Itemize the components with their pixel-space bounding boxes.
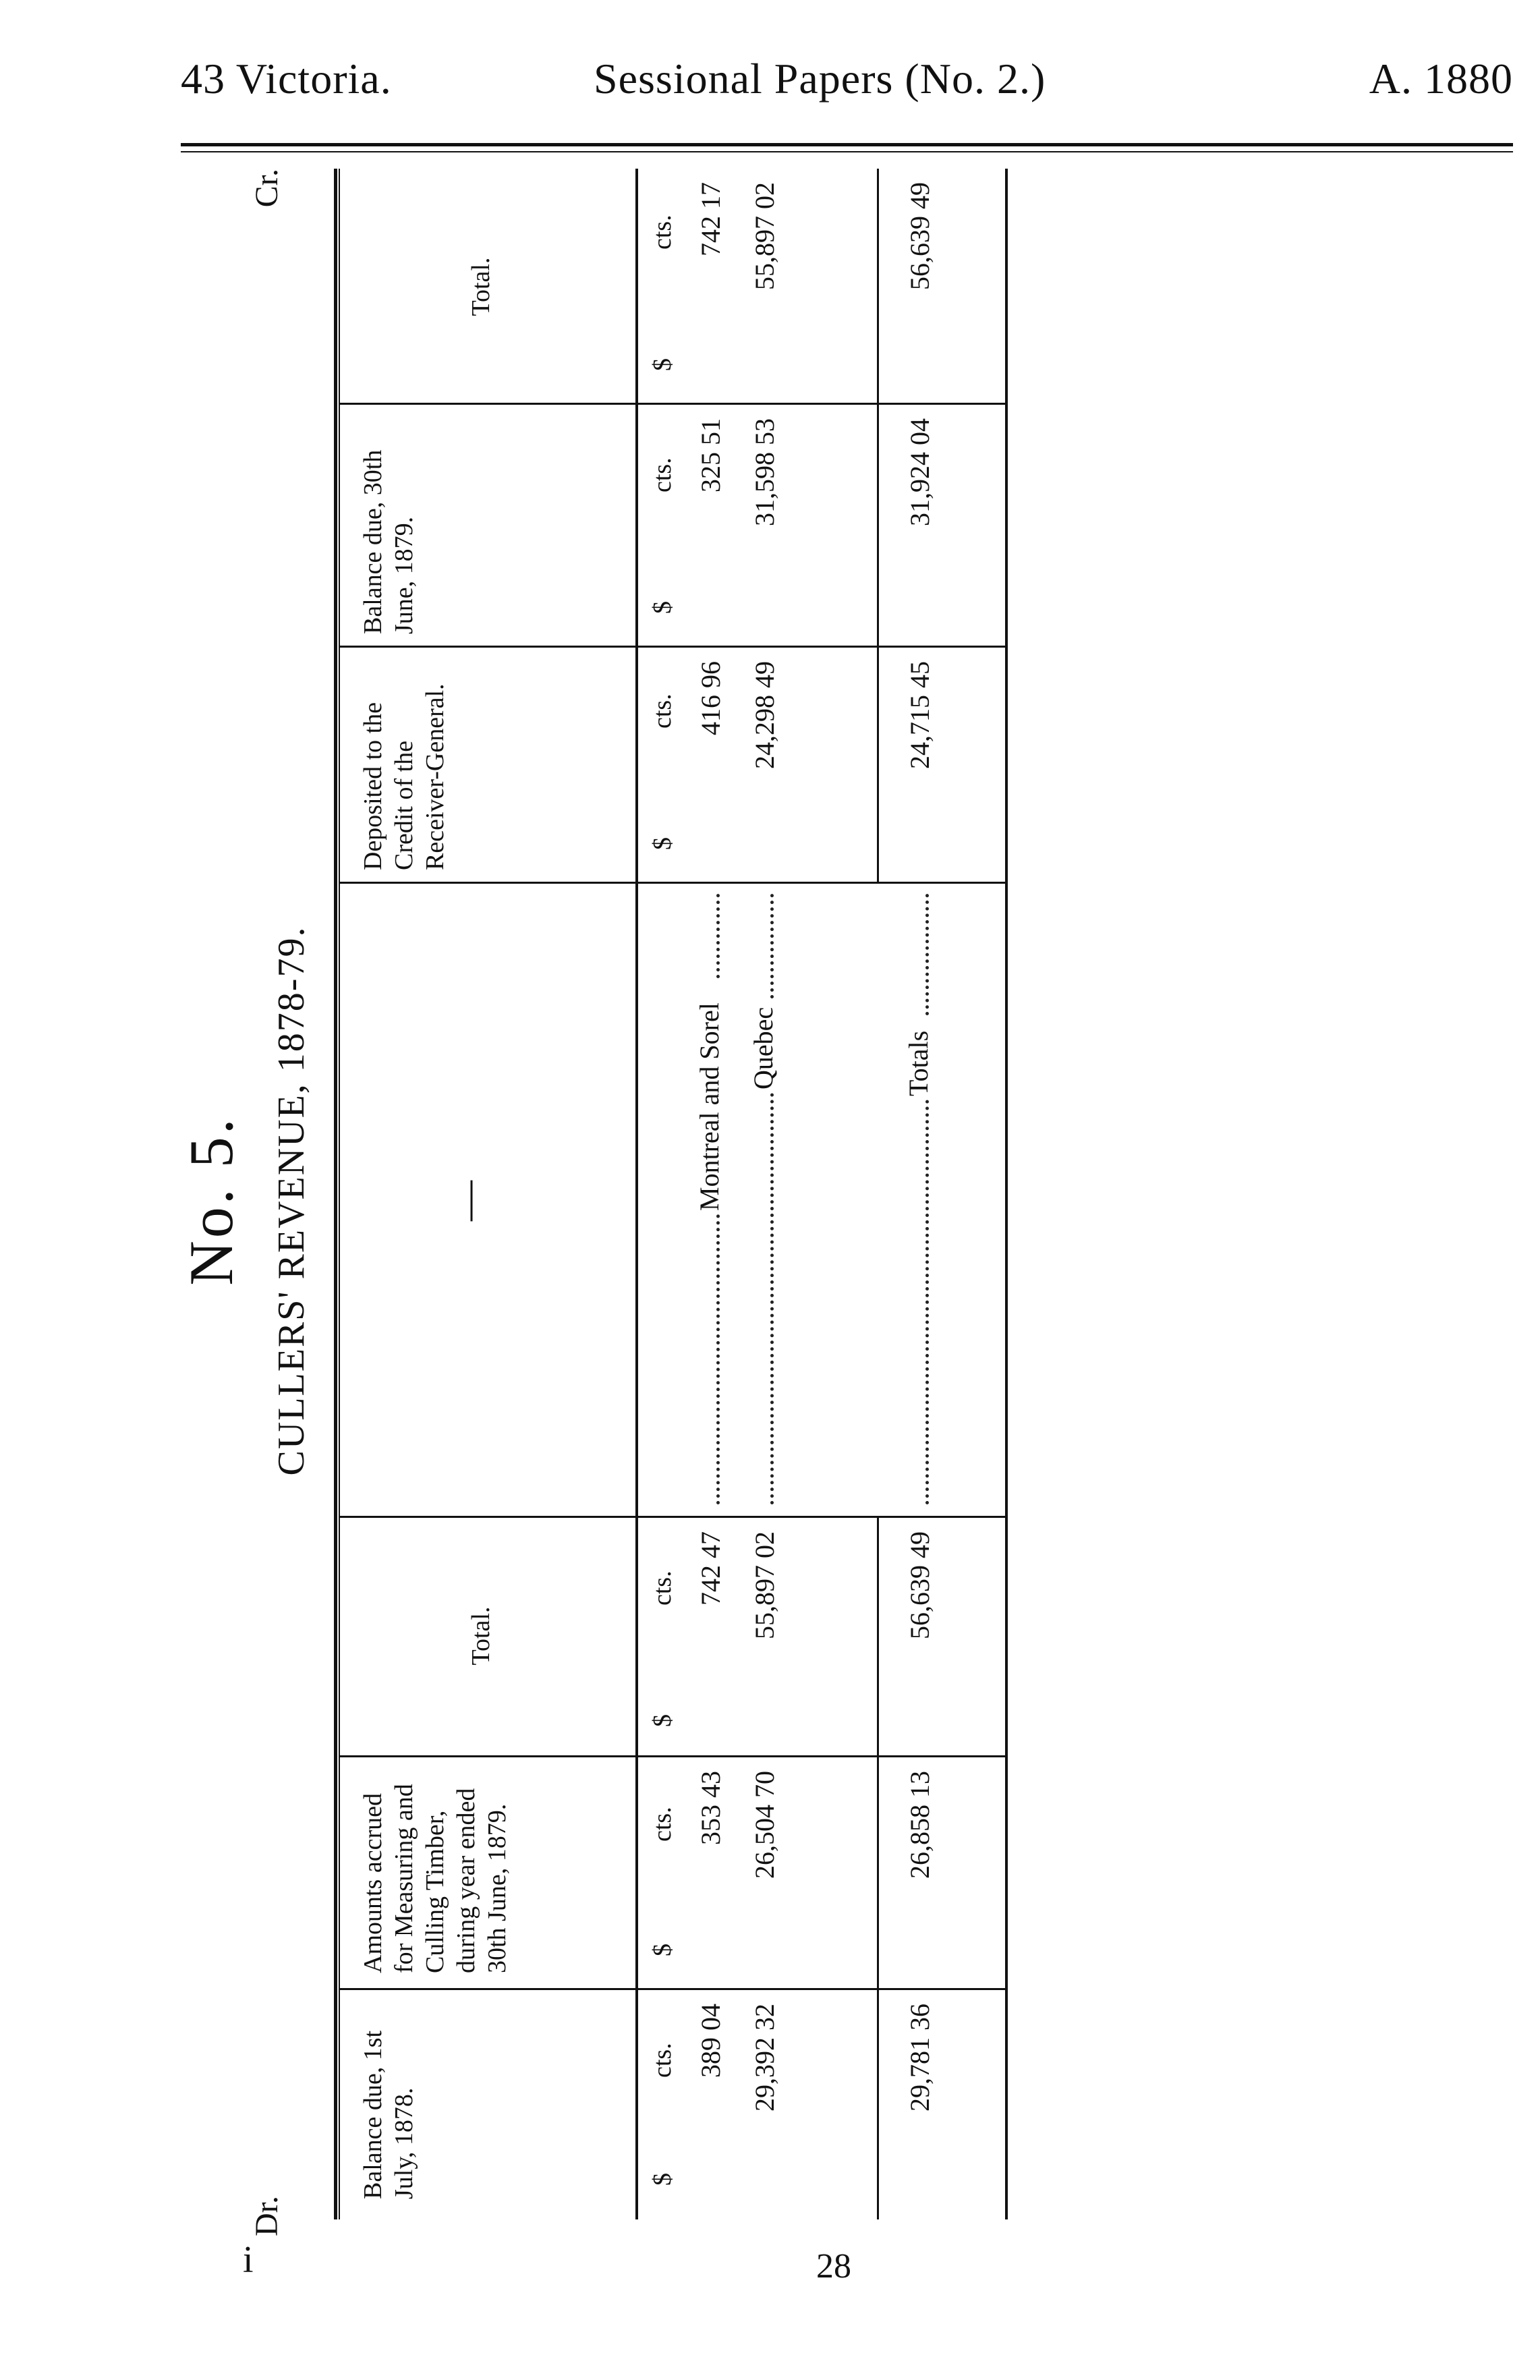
unit-dollar: $ (648, 358, 677, 371)
totals-rule-right (877, 169, 879, 884)
header-bottom-rule (635, 169, 638, 2219)
unit-cents: cts. (648, 1570, 677, 1606)
unit-cents: cts. (648, 1807, 677, 1842)
cell-montreal-balance-july: 389 04 (695, 2004, 726, 2078)
unit-dollar: $ (648, 601, 677, 614)
unit-dollar: $ (648, 2173, 677, 2186)
col-sep-1 (340, 1988, 1005, 1990)
row-label-quebec: Quebec (748, 1007, 778, 1089)
col-header-amounts-accrued: Amounts accrued for Measuring and Culling Timber, during year ended 30th June, 1879. (359, 1784, 511, 1973)
table-top-rule (334, 169, 337, 2219)
col-sep-2 (340, 1755, 1005, 1757)
leader-dots (770, 894, 774, 998)
cell-quebec-deposited: 24,298 49 (749, 661, 780, 769)
cell-montreal-accrued: 353 43 (695, 1771, 726, 1845)
cell-quebec-accrued: 26,504 70 (749, 1771, 780, 1879)
cell-totals-dr-total: 56,639 49 (905, 1531, 935, 1639)
unit-dollar: $ (648, 1714, 677, 1727)
cell-quebec-dr-total: 55,897 02 (749, 1531, 780, 1639)
header-sessional-papers: Sessional Papers (No. 2.) (594, 55, 1046, 103)
col-header-deposited: Deposited to the Credit of the Receiver-General. (359, 683, 449, 870)
unit-cents: cts. (648, 2043, 677, 2078)
row-label-totals: Totals (903, 1030, 934, 1096)
col-header-balance-1st-july: Balance due, 1st July, 1878. (359, 2030, 418, 2199)
leader-dots (716, 894, 720, 978)
cell-totals-deposited: 24,715 45 (905, 661, 935, 769)
dr-label: Dr. (249, 2196, 285, 2236)
unit-dollar: $ (648, 837, 677, 850)
cr-label: Cr. (249, 169, 285, 208)
rotated-table-page (169, 162, 1025, 2240)
page-number: 28 (816, 2247, 851, 2286)
col-sep-4 (340, 882, 1005, 884)
row-label-montreal: Montreal and Sorel (694, 1002, 724, 1211)
unit-cents: cts. (648, 215, 677, 250)
cell-quebec-balance-june: 31,598 53 (749, 418, 780, 526)
table-bottom-rule (1005, 169, 1008, 2219)
document-number: No. 5. (177, 1116, 246, 1286)
leader-dots (925, 894, 929, 1015)
table-top-rule-thin (339, 169, 340, 2219)
leader-dots (770, 1093, 774, 1504)
col-header-balance-30th-june: Balance due, 30th June, 1879. (359, 449, 418, 634)
cell-montreal-dr-total: 742 47 (695, 1531, 726, 1606)
leader-dots (925, 1100, 929, 1504)
cell-quebec-cr-total: 55,897 02 (749, 182, 780, 290)
cell-totals-balance-june: 31,924 04 (905, 418, 935, 526)
col-sep-6 (340, 403, 1005, 405)
unit-cents: cts. (648, 693, 677, 729)
header-volume: 43 Victoria. (181, 55, 392, 103)
header-rule-thick (181, 143, 1513, 146)
cell-montreal-cr-total: 742 17 (695, 182, 726, 256)
cell-quebec-balance-july: 29,392 32 (749, 2004, 780, 2112)
col-sep-5 (340, 646, 1005, 648)
col-header-dr-total: Total. (467, 1606, 495, 1666)
leader-dots (716, 1214, 720, 1504)
cell-montreal-deposited: 416 96 (695, 661, 726, 735)
unit-cents: cts. (648, 457, 677, 492)
cell-totals-balance-july: 29,781 36 (905, 2004, 935, 2112)
cell-montreal-balance-june: 325 51 (695, 418, 726, 492)
cell-totals-cr-total: 56,639 49 (905, 182, 935, 290)
document-title: CULLERS' REVENUE, 1878-79. (270, 926, 312, 1476)
header-year: A. 1880 (1369, 55, 1513, 103)
totals-rule-left (877, 1518, 879, 2219)
header-rule-thin (181, 151, 1513, 152)
col-sep-3 (340, 1516, 1005, 1518)
footer-mark: i (243, 2239, 254, 2281)
unit-dollar: $ (648, 1944, 677, 1956)
col-header-middle: — (445, 1181, 490, 1221)
cell-totals-accrued: 26,858 13 (905, 1771, 935, 1879)
col-header-cr-total: Total. (467, 257, 495, 316)
